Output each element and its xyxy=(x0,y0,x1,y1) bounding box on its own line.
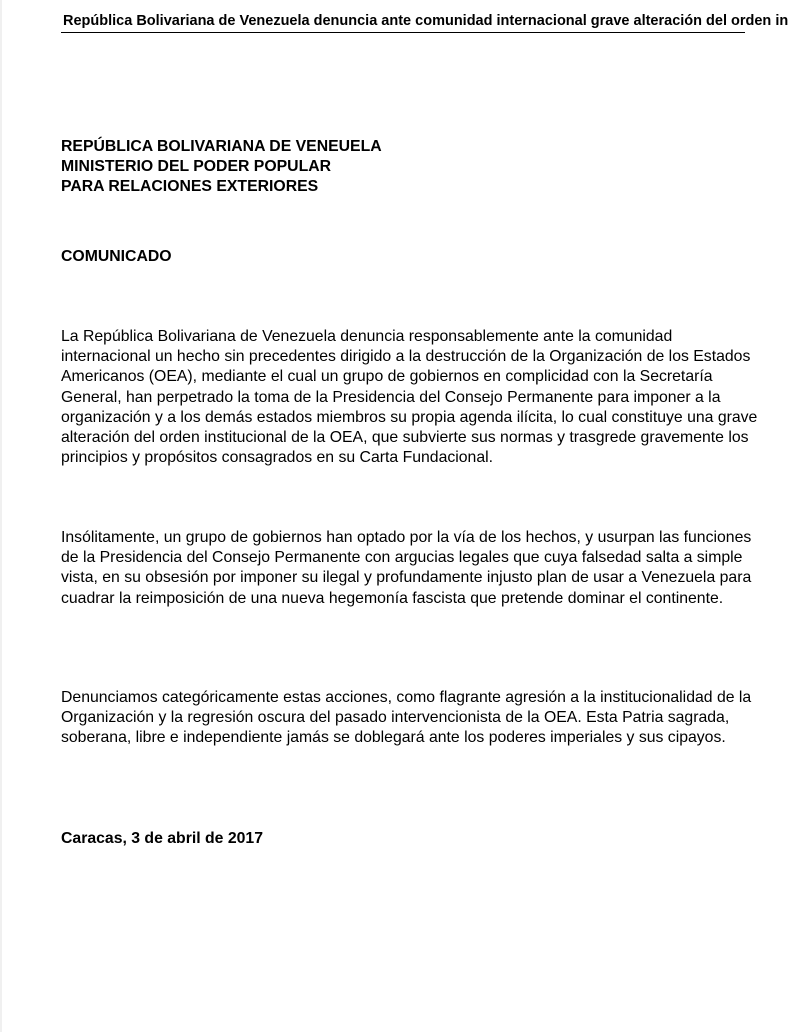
paragraph-3: Denunciamos categóricamente estas acciones, como flagrante agresión a la institucionalidad de la Organización y la regresión oscura del pasado intervencionista de la OEA. Esta Patria sagrada, soberana, libre e independiente jamás se doblegará ante los poderes imperiales y sus cipayos. xyxy=(61,689,752,747)
letterhead-line-1: REPÚBLICA BOLIVARIANA DE VENEUELA xyxy=(61,138,382,155)
letterhead xyxy=(61,137,761,247)
letterhead-line-2: MINISTERIO DEL PODER POPULAR xyxy=(61,158,332,176)
running-header-title: República Bolivariana de Venezuela denuncia ante comunidad internacional grave alteración del orden in xyxy=(63,13,789,29)
letterhead-line-3: PARA RELACIONES EXTERIORES xyxy=(61,178,319,196)
paragraph-1: La República Bolivariana de Venezuela denuncia responsablemente ante la comunidad internacional un hecho sin precedentes dirigido a la destrucción de la Organización de los Estados Americanos (OEA), mediante el cual un grupo de gobiernos en complicidad con la Secretaría General, han perpetrado la toma de la Presidencia del Consejo Permanente para imponer a la organización y a los demás estados miembros su propia agenda ilícita, lo cual constituye una grave alteración del orden institucional de la OEA, que subvierte sus normas y trasgrede gravemente los principios y propósitos consagrados en su Carta Fundacional. xyxy=(61,328,758,467)
signature-place-date: Caracas, 3 de abril de 2017 xyxy=(61,830,263,847)
paragraph-2: Insólitamente, un grupo de gobiernos han optado por la vía de los hechos, y usurpan las funciones de la Presidencia del Consejo Permanente con argucias legales que cuya falsedad salta a simple vista, en su obsesión por imponer su ilegal y profundamente injusto plan de usar a Venezuela para cuadrar la reimposición de una nueva hegemonía fascista que pretende dominar el continente. xyxy=(61,529,752,607)
document-heading: COMUNICADO xyxy=(61,248,172,265)
document-body xyxy=(61,137,761,853)
running-header xyxy=(61,12,789,33)
page-left-edge xyxy=(0,0,2,1032)
